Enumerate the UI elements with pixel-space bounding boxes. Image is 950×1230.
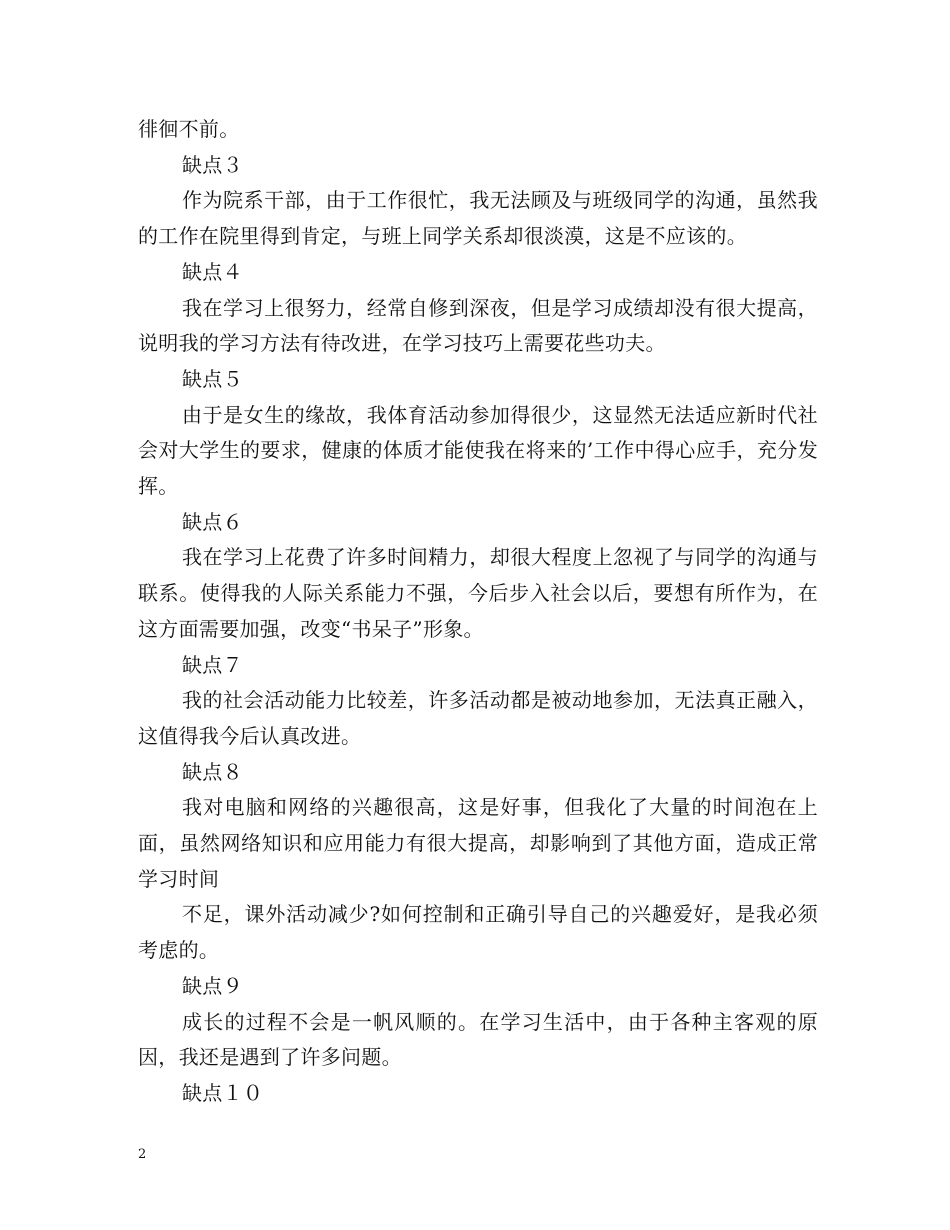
paragraph: 我对电脑和网络的兴趣很高，这是好事，但我化了大量的时间泡在上面，虽然网络知识和应用能力有很大提高，却影响到了其他方面，造成正常学习时间 [138,795,818,891]
paragraph: 我的社会活动能力比较差，许多活动都是被动地参加，无法真正融入，这值得我今后认真改进。 [138,688,818,748]
paragraph: 成长的过程不会是一帆风顺的。在学习生活中，由于各种主客观的原因，我还是遇到了许多问题。 [138,1009,818,1070]
paragraph: 作为院系干部，由于工作很忙，我无法顾及与班级同学的沟通，虽然我的工作在院里得到肯定，与班上同学关系却很淡漠，这是不应该的。 [138,188,818,249]
section-heading-9: 缺点９ [182,973,243,998]
section-heading-7: 缺点７ [182,652,243,677]
section-heading-6: 缺点６ [182,509,243,534]
section-heading-3: 缺点３ [182,152,243,177]
paragraph: 我在学习上很努力，经常自修到深夜，但是学习成绩却没有很大提高，说明我的学习方法有待改进，在学习技巧上需要花些功夫。 [138,295,818,356]
section-heading-5: 缺点５ [182,366,243,391]
paragraph: 不足，课外活动减少?如何控制和正确引导自己的兴趣爱好，是我必须考虑的。 [138,902,818,963]
paragraph: 由于是女生的缘故，我体育活动参加得很少，这显然无法适应新时代社会对大学生的要求，健康的体质才能使我在将来的’工作中得心应手，充分发挥。 [138,402,818,499]
section-heading-8: 缺点８ [182,759,243,784]
paragraph: 徘徊不前。 [138,117,240,141]
section-heading-10: 缺点１０ [182,1080,264,1105]
paragraph: 我在学习上花费了许多时间精力，却很大程度上忽视了与同学的沟通与联系。使得我的人际关系能力不强，今后步入社会以后，要想有所作为，在这方面需要加强，改变“书呆子”形象。 [138,545,818,641]
section-heading-4: 缺点４ [182,259,243,284]
page-number: 2 [138,1147,147,1162]
document-body [138,112,818,1112]
